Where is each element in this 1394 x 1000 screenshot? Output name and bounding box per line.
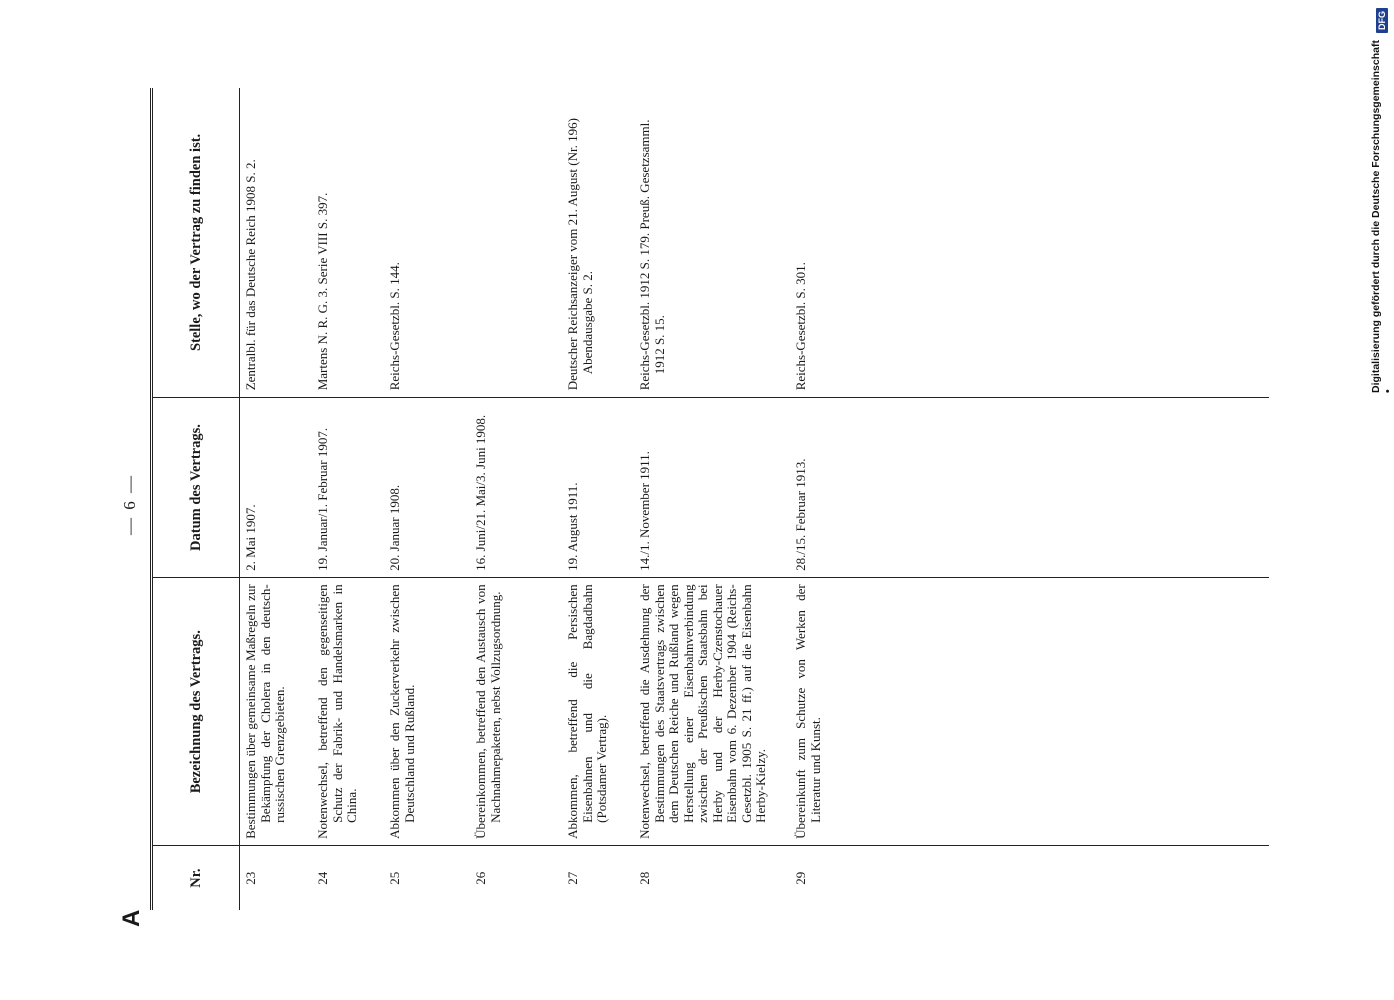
row-datum: [790, 398, 1180, 577]
section-mark: A: [118, 909, 145, 927]
row-bezeichnung: [562, 578, 634, 845]
dfg-logo: DFG: [1376, 8, 1388, 33]
row-bezeichnung-text: Abkommen über den Zuckerverkehr zwischen Deutschland und Rußland.: [387, 584, 417, 839]
row-datum: [312, 398, 384, 577]
row-datum: [470, 398, 562, 577]
row-bezeichnung-text: Übereinkunft zum Schutze von Werken der Literatur und Kunst.: [793, 584, 823, 839]
row-bezeichnung-text: Notenwechsel, betreffend den gegenseitigen Schutz der Fabrik- und Handelsmarken in China.: [315, 584, 359, 839]
row-nr: 28: [637, 871, 652, 885]
table-row: [634, 88, 790, 910]
row-nr: 24: [315, 871, 330, 885]
row-stelle: [384, 88, 470, 396]
row-stelle-text: Deutscher Reichsanzeiger vom 21. August (Nr. 196) Abendausgabe S. 2.: [565, 118, 595, 391]
table-row: [562, 88, 634, 910]
table-row: [384, 88, 470, 910]
row-nr: 29: [793, 871, 808, 885]
page-number: — 6 —: [120, 474, 139, 535]
row-datum: [634, 398, 790, 577]
table-row: [240, 88, 312, 910]
row-datum-text: 2. Mai 1907.: [243, 504, 258, 571]
table-row: [470, 88, 562, 910]
row-datum-text: 19. Januar/1. Februar 1907.: [315, 427, 330, 571]
header-stelle: Stelle, wo der Vertrag zu finden ist.: [153, 88, 239, 398]
row-stelle: [562, 88, 634, 396]
header-bezeichnung: Bezeichnung des Vertrags.: [153, 578, 239, 846]
row-stelle: [240, 88, 312, 396]
row-bezeichnung: [384, 578, 470, 845]
row-datum-text: 20. Januar 1908.: [387, 484, 402, 571]
digitization-note: [1370, 8, 1394, 393]
row-nr: 26: [473, 871, 488, 885]
row-bezeichnung-text: Bestimmungen über gemeinsame Maßregeln zur Bekämpfung der Cholera in den deutsch-russischen Grenzgebieten.: [243, 584, 287, 839]
row-stelle: [790, 88, 1180, 396]
row-stelle-text: Reichs-Gesetzbl. S. 144.: [387, 262, 402, 391]
row-datum-text: 28./15. Februar 1913.: [793, 458, 808, 571]
row-stelle-text: Martens N. R. G. 3. Serie VIII S. 397.: [315, 192, 330, 391]
row-datum: [562, 398, 634, 577]
header-datum: Datum des Vertrags.: [153, 398, 239, 578]
row-stelle: [312, 88, 384, 396]
row-bezeichnung: [470, 578, 562, 845]
row-stelle-text: Reichs-Gesetzbl. S. 301.: [793, 262, 808, 391]
row-bezeichnung-text: Abkommen, betreffend die Persischen Eisenbahnen und die Bagdadbahn (Potsdamer Vertrag).: [565, 584, 609, 839]
rotated-content: [118, 85, 1260, 927]
row-stelle: [470, 88, 562, 396]
row-bezeichnung: [240, 578, 312, 845]
treaty-table: [150, 88, 1180, 910]
row-stelle: [634, 88, 790, 396]
table-row: [790, 88, 1180, 910]
header-nr: Nr.: [187, 868, 204, 888]
table-row: [312, 88, 384, 910]
row-bezeichnung: [790, 578, 1180, 845]
row-bezeichnung: [634, 578, 790, 845]
row-nr: 23: [243, 871, 258, 885]
table-header: [153, 88, 240, 910]
row-datum-text: 16. Juni/21. Mai/3. Juni 1908.: [473, 414, 488, 571]
row-nr: 27: [565, 871, 580, 885]
row-bezeichnung: [312, 578, 384, 845]
row-datum-text: 14./1. November 1911.: [637, 451, 652, 571]
row-stelle-text: Reichs-Gesetzbl. 1912 S. 179. Preuß. Gesetzsamml. 1912 S. 15.: [637, 119, 667, 391]
row-datum: [384, 398, 470, 577]
row-bezeichnung-text: Notenwechsel, betreffend die Ausdehnung der Bestimmungen des Staatsvertrags zwischen dem Deutschen Reiche und Rußland wegen Herstellung einer Eisenbahnverbindung zwischen der Preußischen Staatsbahn bei Herby und der Herby-Czenstochauer Eisenbahn vom 6. Dezember 1904 (Reichs-Gesetzbl. 1905 S. 21 ff.) auf die Eisenbahn Herby-Kielzy.: [637, 584, 768, 839]
row-datum: [240, 398, 312, 577]
row-stelle-text: Zentralbl. für das Deutsche Reich 1908 S. 2.: [243, 159, 258, 391]
row-nr: 25: [387, 871, 402, 885]
row-datum-text: 19. August 1911.: [565, 482, 580, 571]
row-bezeichnung-text: Übereinkommen, betreffend den Austausch von Nachnahmepaketen, nebst Vollzugsordnung.: [473, 584, 503, 839]
digitization-note-text: Digitalisierung gefördert durch die Deutsche Forschungsgemeinschaft •: [1370, 40, 1394, 393]
